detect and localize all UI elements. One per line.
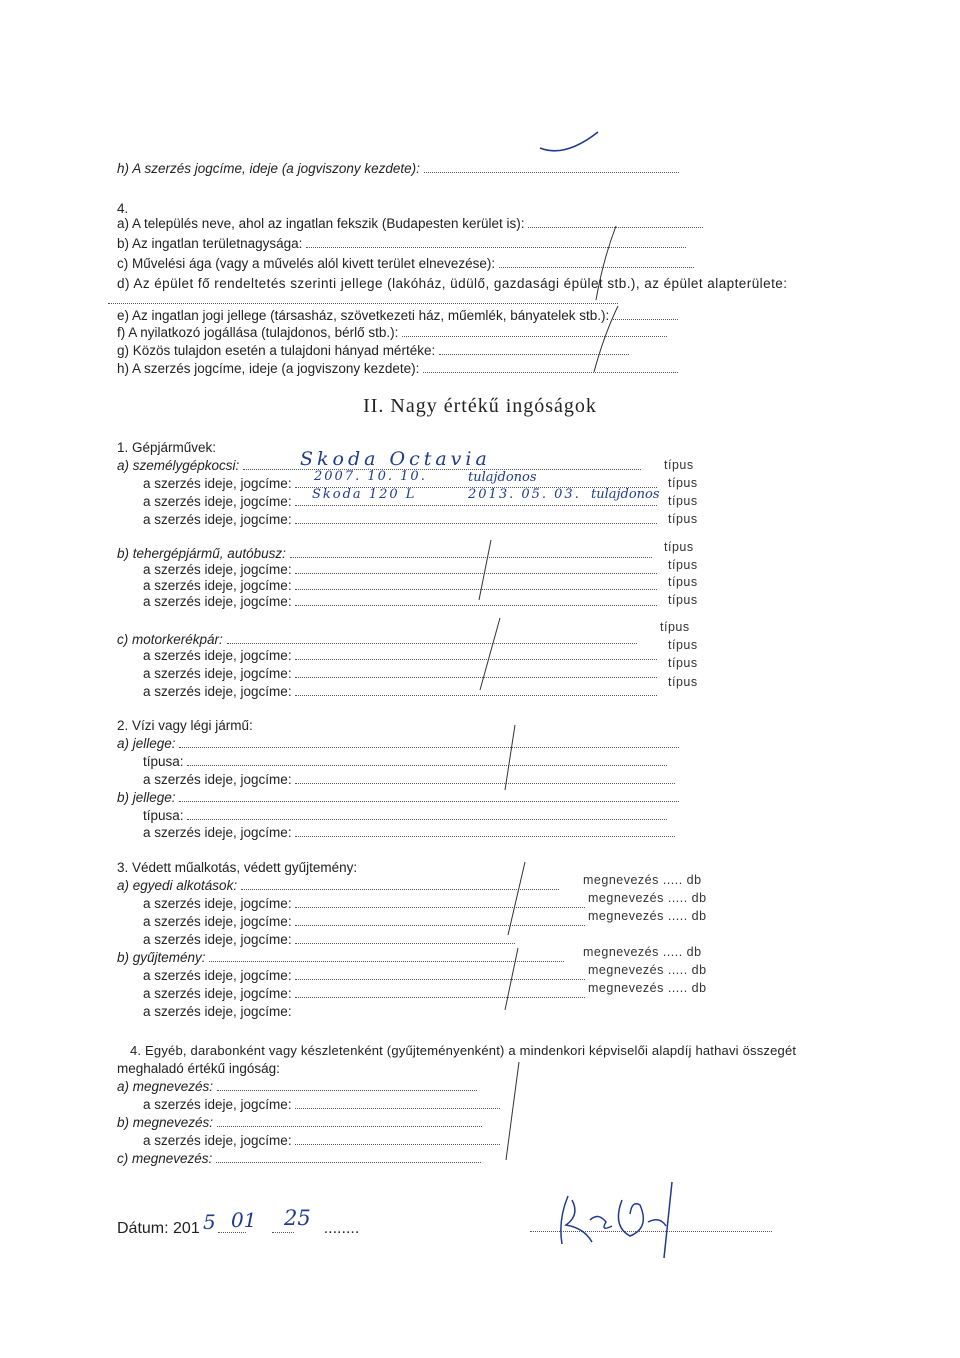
tipus-label: típus (668, 512, 698, 526)
handwritten-date-month: 01 (231, 1208, 257, 1232)
field-label: a szerzés ideje, jogcíme: (143, 986, 292, 1001)
field-label: b) jellege: (117, 790, 176, 805)
date-suffix: ........ (323, 1220, 360, 1237)
other-heading-1: 4. Egyéb, darabonként vagy készletenként (gyűjteményenként) a mindenkori képviselői alapdíj hathavi összegét (130, 1043, 797, 1058)
field-label: d) Az épület fő rendeltetés szerinti jellege (lakóház, üdülő, gazdasági épület stb.), az épület alapterülete: (117, 276, 788, 291)
field-label: típusa: (143, 808, 184, 823)
field-label: a) jellege: (117, 736, 176, 751)
tipus-label: típus (668, 575, 698, 589)
tipus-label: típus (668, 638, 698, 652)
tipus-label: típus (660, 620, 690, 634)
handwritten-car-make: Skoda Octavia (300, 448, 491, 470)
field-label: a szerzés ideje, jogcíme: (143, 562, 292, 577)
field-label: b) megnevezés: (117, 1115, 214, 1130)
handwritten-date-year: 5 (203, 1210, 216, 1234)
strike-stroke (505, 725, 515, 790)
strike-stroke (506, 1062, 519, 1160)
megnevezes-db: megnevezés ..... db (588, 909, 707, 923)
field-label: a szerzés ideje, jogcíme: (143, 932, 292, 947)
other-heading-2: meghaladó értékű ingóság: (117, 1061, 280, 1076)
field-label: a szerzés ideje, jogcíme: (143, 476, 292, 491)
field-label: f) A nyilatkozó jogállása (tulajdonos, bérlő stb.): (117, 325, 399, 340)
handwritten-acq2-date: 2013. 05. 03. (468, 487, 581, 502)
field-label: c) Művelési ága (vagy a művelés alól kivett terület elnevezése): (117, 256, 496, 271)
handwritten-acq1-date: 2007. 10. 10. (314, 469, 427, 484)
strike-stroke (594, 306, 618, 372)
vehicles-heading: 1. Gépjárművek: (117, 440, 217, 455)
field-label: a) megnevezés: (117, 1079, 214, 1094)
field-label: a szerzés ideje, jogcíme: (143, 896, 292, 911)
field-label: a) egyedi alkotások: (117, 878, 238, 893)
field-label: c) megnevezés: (117, 1151, 213, 1166)
megnevezes-db: megnevezés ..... db (588, 891, 707, 905)
handwritten-acq2-car: Skoda 120 L (312, 487, 417, 502)
field-label: a szerzés ideje, jogcíme: (143, 772, 292, 787)
tipus-label: típus (668, 494, 698, 508)
strike-stroke (505, 948, 518, 1010)
field-label: a szerzés ideje, jogcíme: (143, 648, 292, 663)
field-label: típusa: (143, 754, 184, 769)
megnevezes-db: megnevezés ..... db (583, 945, 702, 959)
field-label: g) Közös tulajdon esetén a tulajdoni hányad mértéke: (117, 343, 436, 358)
field-label: h) A szerzés jogcíme, ideje (a jogviszony kezdete): (117, 361, 420, 376)
section-number: 4. (117, 201, 129, 216)
handwritten-acq1-title: tulajdonos (468, 470, 537, 485)
tipus-label: típus (668, 675, 698, 689)
date-prefix: Dátum: 201 (117, 1220, 200, 1237)
field-label: a szerzés ideje, jogcíme: (143, 578, 292, 593)
field-label: a szerzés ideje, jogcíme: (143, 1133, 292, 1148)
strike-stroke (596, 226, 616, 300)
strike-stroke (540, 132, 598, 151)
field-label: a szerzés ideje, jogcíme: (143, 494, 292, 509)
megnevezes-db: megnevezés ..... db (588, 981, 707, 995)
field-label: a szerzés ideje, jogcíme: (143, 684, 292, 699)
field-label: a) A település neve, ahol az ingatlan fekszik (Budapesten kerület is): (117, 216, 525, 231)
handwritten-acq2-title: tulajdonos (591, 487, 660, 502)
tipus-label: típus (668, 593, 698, 607)
strike-stroke (480, 618, 500, 690)
tipus-label: típus (664, 540, 694, 554)
field-label: a) személygépkocsi: (117, 458, 240, 473)
field-label: b) gyűjtemény: (117, 950, 206, 965)
strike-stroke (508, 862, 525, 935)
tipus-label: típus (668, 656, 698, 670)
field-label: a szerzés ideje, jogcíme: (143, 968, 292, 983)
tipus-label: típus (664, 458, 694, 472)
field-label: a szerzés ideje, jogcíme: (143, 825, 292, 840)
field-label: a szerzés ideje, jogcíme: (143, 666, 292, 681)
field-label: a szerzés ideje, jogcíme: (143, 1004, 292, 1019)
field-label: a szerzés ideje, jogcíme: (143, 1097, 292, 1112)
field-label: c) motorkerékpár: (117, 632, 223, 647)
field-label: a szerzés ideje, jogcíme: (143, 512, 292, 527)
field-label: b) tehergépjármű, autóbusz: (117, 546, 286, 561)
signature (561, 1182, 672, 1258)
tipus-label: típus (668, 476, 698, 490)
field-label: b) Az ingatlan területnagysága: (117, 236, 303, 251)
field-label: e) Az ingatlan jogi jellege (társasház, szövetkezeti ház, műemlék, bányatelek stb.): (117, 308, 610, 323)
megnevezes-db: megnevezés ..... db (588, 963, 707, 977)
art-heading: 3. Védett műalkotás, védett gyűjtemény: (117, 860, 358, 875)
field-label: h) A szerzés jogcíme, ideje (a jogviszony kezdete): (117, 161, 420, 176)
strike-stroke (479, 540, 491, 600)
field-label: a szerzés ideje, jogcíme: (143, 594, 292, 609)
handwritten-date-day: 25 (284, 1206, 311, 1230)
megnevezes-db: megnevezés ..... db (583, 873, 702, 887)
field-label: a szerzés ideje, jogcíme: (143, 914, 292, 929)
section-title: II. Nagy értékű ingóságok (363, 395, 597, 417)
water-heading: 2. Vízi vagy légi jármű: (117, 718, 253, 733)
tipus-label: típus (668, 558, 698, 572)
